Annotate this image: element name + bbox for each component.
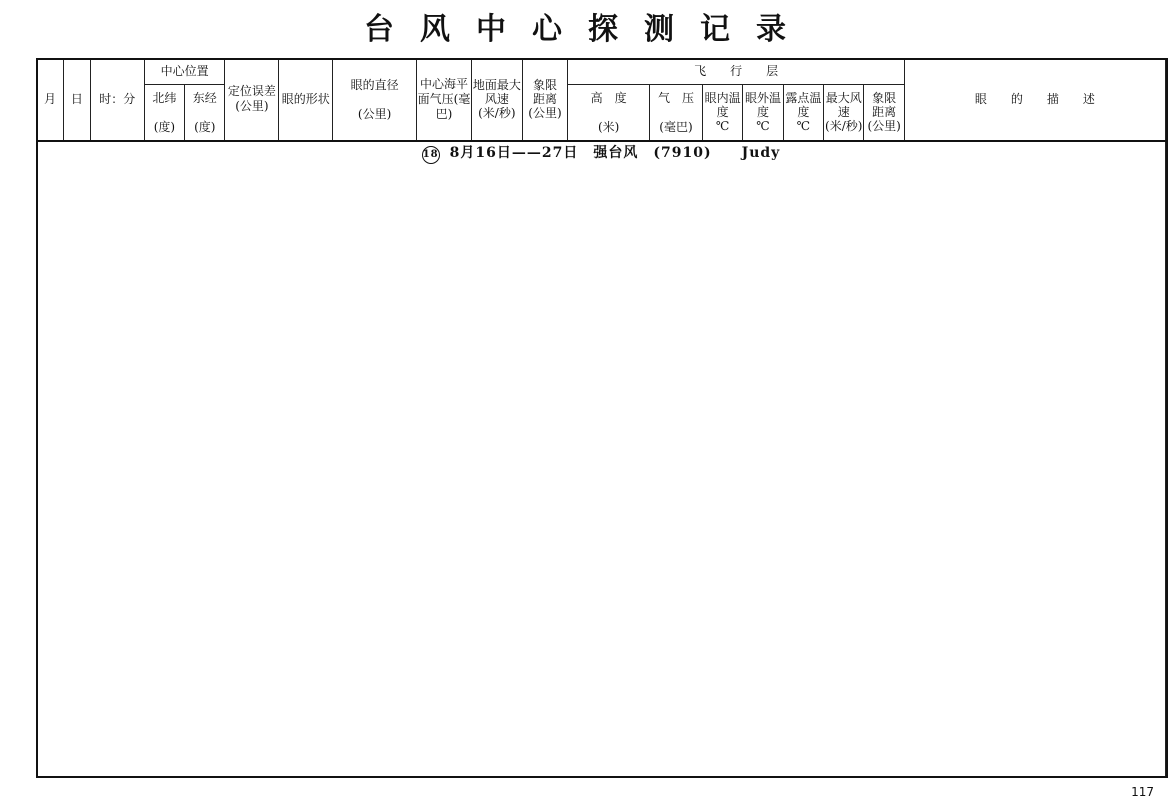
header-pressure-unit: (毫巴) [659, 119, 693, 134]
header-eye-diameter-label: 眼的直径 [350, 77, 399, 92]
header-eye-outside-temp [743, 85, 783, 141]
header-time: 时：分 [90, 59, 144, 141]
header-flight-quadrant [864, 85, 904, 141]
header-eye-inside-temp-label: 眼内温度 [704, 91, 741, 120]
header-surface-wind-unit: (米/秒) [478, 106, 516, 121]
header-max-wind [824, 85, 864, 141]
header-eye-outside-temp-label: 眼外温度 [744, 91, 781, 120]
header-latitude-unit: (度) [153, 119, 176, 134]
header-sea-level-pressure: 中心海平面气压(毫巴) [417, 59, 472, 141]
header-surface-distance-label: 距离 [532, 92, 557, 107]
header-surface-wind [471, 59, 522, 141]
header-flight-level: 飞 行 层 [568, 59, 905, 85]
header-eye-diameter-unit: (公里) [357, 106, 392, 121]
header-max-wind-unit: (米/秒) [825, 119, 863, 134]
header-day: 日 [63, 59, 90, 141]
header-surface-quadrant [522, 59, 568, 141]
header-pressure-label: 气 压 [657, 90, 694, 105]
header-eye-outside-temp-unit: ℃ [756, 119, 770, 134]
typhoon-section-header [37, 141, 1166, 777]
header-center-position: 中心位置 [144, 59, 225, 85]
header-height-unit: (米) [597, 119, 620, 134]
header-dewpoint [783, 85, 823, 141]
section-number-badge: 18 [422, 146, 440, 164]
header-latitude [144, 85, 184, 141]
header-dewpoint-unit: ℃ [796, 119, 811, 134]
header-flight-distance-unit: (公里) [867, 119, 901, 134]
header-longitude-unit: (度) [194, 119, 216, 134]
header-surface-quadrant-label: 象限 [532, 78, 557, 93]
header-longitude [185, 85, 225, 141]
header-height-label: 高 度 [590, 90, 627, 105]
page-title: 台风中心探测记录 [364, 12, 812, 47]
header-eye-inside-temp [702, 85, 742, 141]
header-month: 月 [37, 59, 64, 141]
header-eye-shape: 眼的形状 [279, 59, 333, 141]
header-longitude-label: 东经 [192, 90, 217, 105]
page-number: 117 [1131, 785, 1154, 799]
header-dewpoint-label: 露点温度 [785, 91, 822, 120]
header-max-wind-label: 最大风速 [825, 91, 862, 120]
header-eye-description: 眼 的 描 述 [904, 59, 1165, 141]
header-surface-distance-unit: (公里) [528, 106, 562, 121]
section-label: 8月16日——27日 强台风 (7910) Judy [449, 144, 781, 161]
typhoon-record-table [36, 58, 1166, 776]
header-location-error: 定位误差(公里) [225, 59, 279, 141]
header-flight-quadrant-label: 象限 [872, 91, 897, 106]
header-flight-distance-label: 距离 [872, 105, 897, 120]
header-latitude-label: 北纬 [152, 90, 177, 105]
header-eye-diameter [333, 59, 417, 141]
header-eye-inside-temp-unit: ℃ [715, 119, 730, 134]
header-pressure [650, 85, 703, 141]
header-surface-wind-label: 地面最大风速 [472, 78, 521, 107]
header-height [568, 85, 650, 141]
